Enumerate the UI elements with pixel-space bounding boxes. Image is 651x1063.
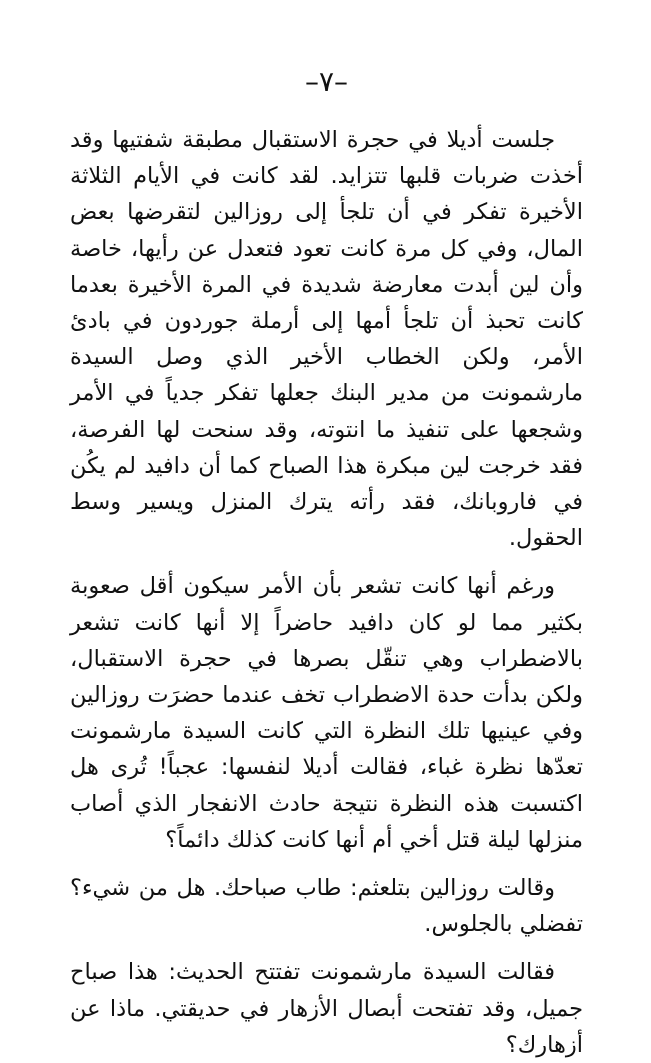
paragraph-text: جلست أديلا في حجرة الاستقبال مطبقة شفتيها وقد أخذت ضربات قلبها تتزايد. لقد كانت في الأيام الثلاثة الأخيرة تفكر في أن تلجأ إلى روزالين لتقرضها بعض المال، وفي كل مرة كانت تعود فتعدل عن رأيها، خاصة وأن لين أبدت معارضة شديدة في المرة الأخيرة بعدما كانت تحبذ أن تلجأ أمها إلى أرملة جوردون في بادئ الأمر، ولكن الخطاب الأخير الذي وصل السيدة مارشمونت من مدير البنك جعلها تفكر جدياً في الأمر وشجعها على تنفيذ ما انتوته، وقد سنحت لها الفرصة، فقد خرجت لين مبكرة هذا الصباح كما أن دافيد لم يكُن في فاروبانك، فقد رأته يترك المنزل ويسير وسط الحقول. bbox=[70, 127, 583, 552]
paragraph-3 bbox=[70, 870, 583, 942]
paragraph-4 bbox=[70, 954, 583, 1063]
paragraph-2 bbox=[70, 568, 583, 858]
paragraph-text: ورغم أنها كانت تشعر بأن الأمر سيكون أقل صعوبة بكثير مما لو كان دافيد حاضراً إلا أنها كانت تشعر بالاضطراب وهي تنقّل بصرها في حجرة الاستقبال، ولكن بدأت حدة الاضطراب تخف عندما حضرَت روزالين وفي عينيها تلك النظرة التي كانت السيدة مارشمونت تعدّها نظرة غباء، فقالت أديلا لنفسها: عجباً! تُرى هل اكتسبت هذه النظرة نتيجة حادث الانفجار الذي أصاب منزلها ليلة قتل أخي أم أنها كانت كذلك دائماً؟ bbox=[70, 573, 583, 853]
paragraph-text: فقالت السيدة مارشمونت تفتتح الحديث: هذا صباح جميل، وقد تفتحت أبصال الأزهار في حديقتي. ماذا عن أزهارك؟ bbox=[70, 959, 583, 1058]
paragraph-text: وقالت روزالين بتلعثم: طاب صباحك. هل من شيء؟ تفضلي بالجلوس. bbox=[70, 875, 583, 938]
page-number: –٧– bbox=[304, 65, 349, 98]
paragraph-1 bbox=[70, 122, 583, 556]
